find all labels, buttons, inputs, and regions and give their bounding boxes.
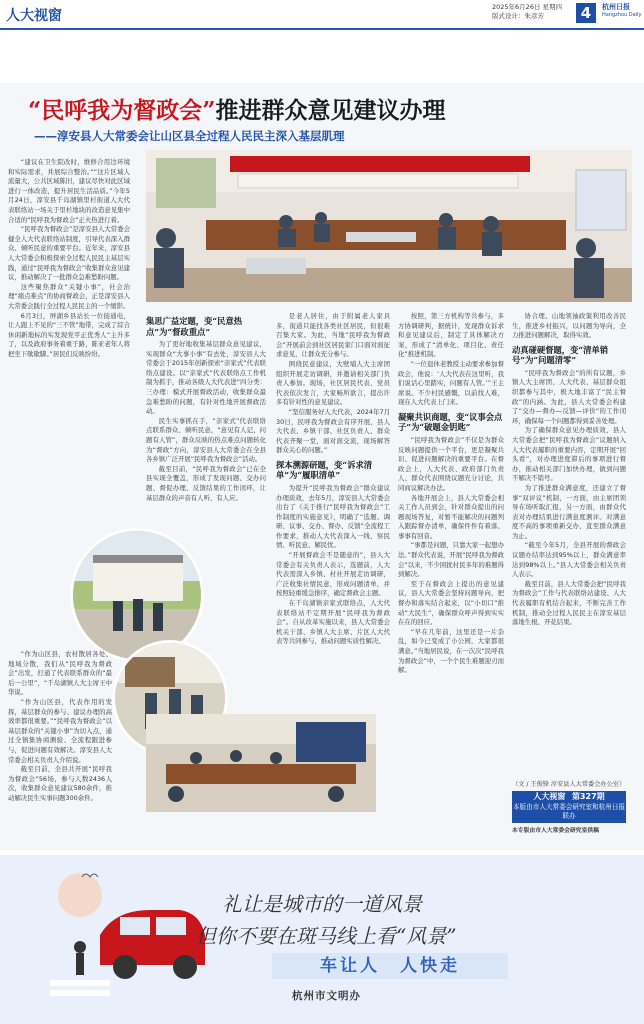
newspaper-name: 杭州日报 Hangzhou Daily [602, 3, 642, 18]
article-column-5: 协合理、山地领袖政策利用改善民生，推进乡村振兴，以问题为导向，全力推进问题解决，取得实效。 动真碰硬督题，变“清单销号”为“问题清零” “民呼我为督政会”的所有议题，乡镇人大主席团、人大代表、基层群众组织都参与其中，极大地丰富了“民主督政”的内涵。为此，县人大常委会构建了“交办—督办—反馈—评价”的工作闭环，确保每一个问题都得到妥善处理。 为了确保群众意见办理质效，县人大常委会把“民呼我为督政会”议题纳入人大代表履职的重要内容，定期开展“回头看”，对办理进度滞后的事项进行督办，推动相关部门加快办理，做到问题不解决不销号。 为了推进群众满意度，还建立了督事“双评议”机制，一方面，由主席团领导在场听取汇报，另一方面，由群众代表对办理结果进行满意度测评。对满意度不高的事项重新交办，直至群众满意为止。 “截至今年5月，全县开展的督政会议题办结率达到95%以上，群众满意率达到98%以上。”县人大常委会相关负责人表示。 截至目前，县人大常委会把“民呼我为督政会”工作与代表联络站建设、人大代表履职有机结合起来，不断完善工作机制，推动全过程人民民主在淳安基层落地生根、开花结果。 [512, 312, 626, 627]
article-column-1-lower: “作为山区县，农村散居各处、地域分散，我们从“民呼我为督政会”出发，打通了代表联系群众的“最后一公里”，“千岛湖镇人大主席王中华说。 “作为山区县，代表作用的发挥，基层群众的参与、建议办理的高效率都很重要。”“民呼我为督政会”以基层群众的“关键小事”为切入点，通过全镇集协商测验、全流程跟进参与，促进问题有效解决。淳安县人大常委会相关负责人介绍说。 截至目前，全县共开展“民呼我为督政会”56场，参与人数2436人次，收集群众意见建议580余件，推动解决民生实事问题300余件。 [8, 650, 112, 802]
headline [28, 92, 628, 125]
page-number: 4 [576, 3, 596, 23]
ad-line-2: 但你不要在斑马线上看“风景” [196, 924, 457, 948]
car-illustration [40, 865, 210, 1005]
headline-quote: “民呼我为督政会” [28, 97, 216, 124]
page-header [0, 0, 644, 30]
bird-doodle [80, 869, 100, 881]
column-info-box: 人大视窗 第327期 本版由市人大常委会研究室和杭州日报联办 [512, 791, 626, 823]
ad-line-1: 礼让是城市的一道风景 [222, 892, 422, 916]
meeting-photo [146, 150, 632, 302]
ad-slogan: 车让人 人快走 [272, 953, 508, 979]
subheadline: ——淳安县人大常委会让山区县全过程人民民主深入基层肌理 [34, 129, 345, 143]
article-column-1: “建议在卫生院改时，维修合用边环境和实际需求，并展综合整治。”“这片区域人流量大，公共区域陈旧，建议尽快对此区域进行一体改造，提升居民生活品质。”今年5月24日，淳安县千岛湖镇里杉街道人大代表联络站一场关于里杉地块的改造意见集中合适的“民呼我为督政会”正火热进行着。 “民呼我为督政会”是淳安县人大常委会健全人大代表联络站制度，引导代表深入群众、倾听民意的重要平台。近年来，淳安县人大常委会积极探索全过程人民民主基层实践，通过“民呼我为督政会”收集群众意见建议，推动解决了一批群众急难愁盼问题。 这些聚焦群众“关键小事”，社会治理“痛点难点”的协商督政会，正是淳安县人大常委会践行全过程人民民主的一个缩影。 6月3日，屏湖乡县站长一位接通电，让人跟上不见的“三不管”地带，完成了綜合休闲新地标的实发现党平正优秀人“主升多了，以及政府事务着重于路，陈亚老年人将把坐下歇歇脚。”居民们反映纷纷。 [8, 158, 130, 358]
article-column-1b [8, 560, 68, 620]
article-column-2: 集思广益定题，变“民意热点”为“督政重点” 为了更好地收集基层群众意见建议，实现群众“大事小事”有去处，淳安县人大常委会于2015年创新探索“亲家式”代表联络点建设。以“亲家式”代表联络点工作机制为抓手，推动各级人大代表进“四分类：三办理：模式开展督政活动，收集群众最急难愁盼的问题，有针对性地开展督政活动。 民生实事抓在手，“亲家式”代表联络点联系群众、倾听民意，“意见有人记、问题有人管”，群众反映的热点难点问题转化为“督政”方向，淳安县人大常委会在全县各乡镇广泛开展“民呼我为督政会”活动。 截至目前，“民呼我为督政会”已在全县实现全覆盖，形成了发现问题、交办问题、督促办理、反馈结果的工作闭环，让基层群众的声音有人听、有人应。 [146, 316, 266, 502]
article-author: （文 / 王俊锋 淳安县人大常委会办公室） [512, 781, 626, 788]
issue-date: 2025年6月26日 星期四 版式设计：朱彦芳 [492, 3, 563, 20]
ad-sponsor: 杭州市文明办 [292, 990, 361, 1002]
headline-rest: 推进群众意见建议办理 [215, 97, 446, 124]
article-column-4: 按照，第三方机构等共参与，多方协调研判，据统计，发现群众诉求和意见建议后，制定了具体解决方案，形成了“清单化、项目化、责任化”推进机制。 “一位退休老教授主动要求参加督政会，他说：‘人大代表在这里听，我们说话心里踏实，问题有人管。’”王主席说。不少村民感慨，以前找人难，现在人大代表上门来。 凝聚共识商题，变“议事会点子”为“破题金钥匙” “民呼我为督政会”不仅是为群众反映问题提供一个平台，更是凝聚共识、促进问题解决的重要平台。在督政会上，人大代表、政府部门负责人、群众代表围绕议题充分讨论，共同商议解决办法。 各地开展会上，县人大常委会相关工作人员到会，针对群众提出的问题现场答复，对暂不能解决的问题列入跟踪督办清单，确保件件有着落、事事有回音。 “事都是问题，只靠大家一起想办法。”群众代表说，开展“民呼我为督政会”以来，不少困扰村民多年的难题得到解决。 至于在督政会上提出的意见建议，县人大常委会坚持问题导向，把督办和落实结合起来，以“小切口”推动“大民生”，确保群众呼声得到实实在在的回应。 “早在几年前，这里还是一片杂乱，如今已变成了小公园，大家都很满意。”当地居民说，在一次次“民呼我为督政会”中，一个个民生难题迎刃而解。 [398, 312, 504, 675]
article-column-3: 是老人居住，由于附属老人家具多，街道只能找各类社区居民，但很难召集大家。为此，当地“民呼我为督政会”开展前会到社区居民家门口面对面征求意见，让群众充分参与。 围绕民意建议，大壁埔人大主席团组织开展走访调研，并邀请相关部门负责人参加。现场，社区居民代表、党员代表依次发言，大家畅所欲言，提出许多有针对性的意见建议。 “坚信服务好人大代表，2024年7月30日，民呼我为督政会有序开展，县人大代表、乡镇干部、社区负责人、群众代表齐聚一堂，面对面交流，现场解答群众关心的问题。” 探本溯源研题，变“诉求清单”为“履职清单” 为提升“民呼我为督政会”群众建议办理质效，去年5月，淳安县人大常委会出台了《关于推行“民呼我为督政会”工作制度的实施意见》，明确了“选题、调研、议事、交办、督办、反馈”全流程工作要求，推动人大代表深入一线、察民情、听民意、解民忧。 “开展督政会不是随意的”，县人大常委会有关负责人表示，选题前，人大代表需深入乡镇、村社开展走访调研，广泛收集社情民意，形成问题清单，并按照轻重缓急排序，确定督政会主题。 在千岛湖镇亲家式联络点，人大代表联络站不定期开展“民呼我为督政会”。自从改革实施以来，县人大常委会机关干部、乡镇人大主席、片区人大代表等共同参与，推动问题实质性解决。 [276, 312, 390, 646]
section-title: 人大视窗 [6, 8, 62, 24]
supply-note: 本专版由市人大常委会研究室供稿 [512, 828, 599, 834]
